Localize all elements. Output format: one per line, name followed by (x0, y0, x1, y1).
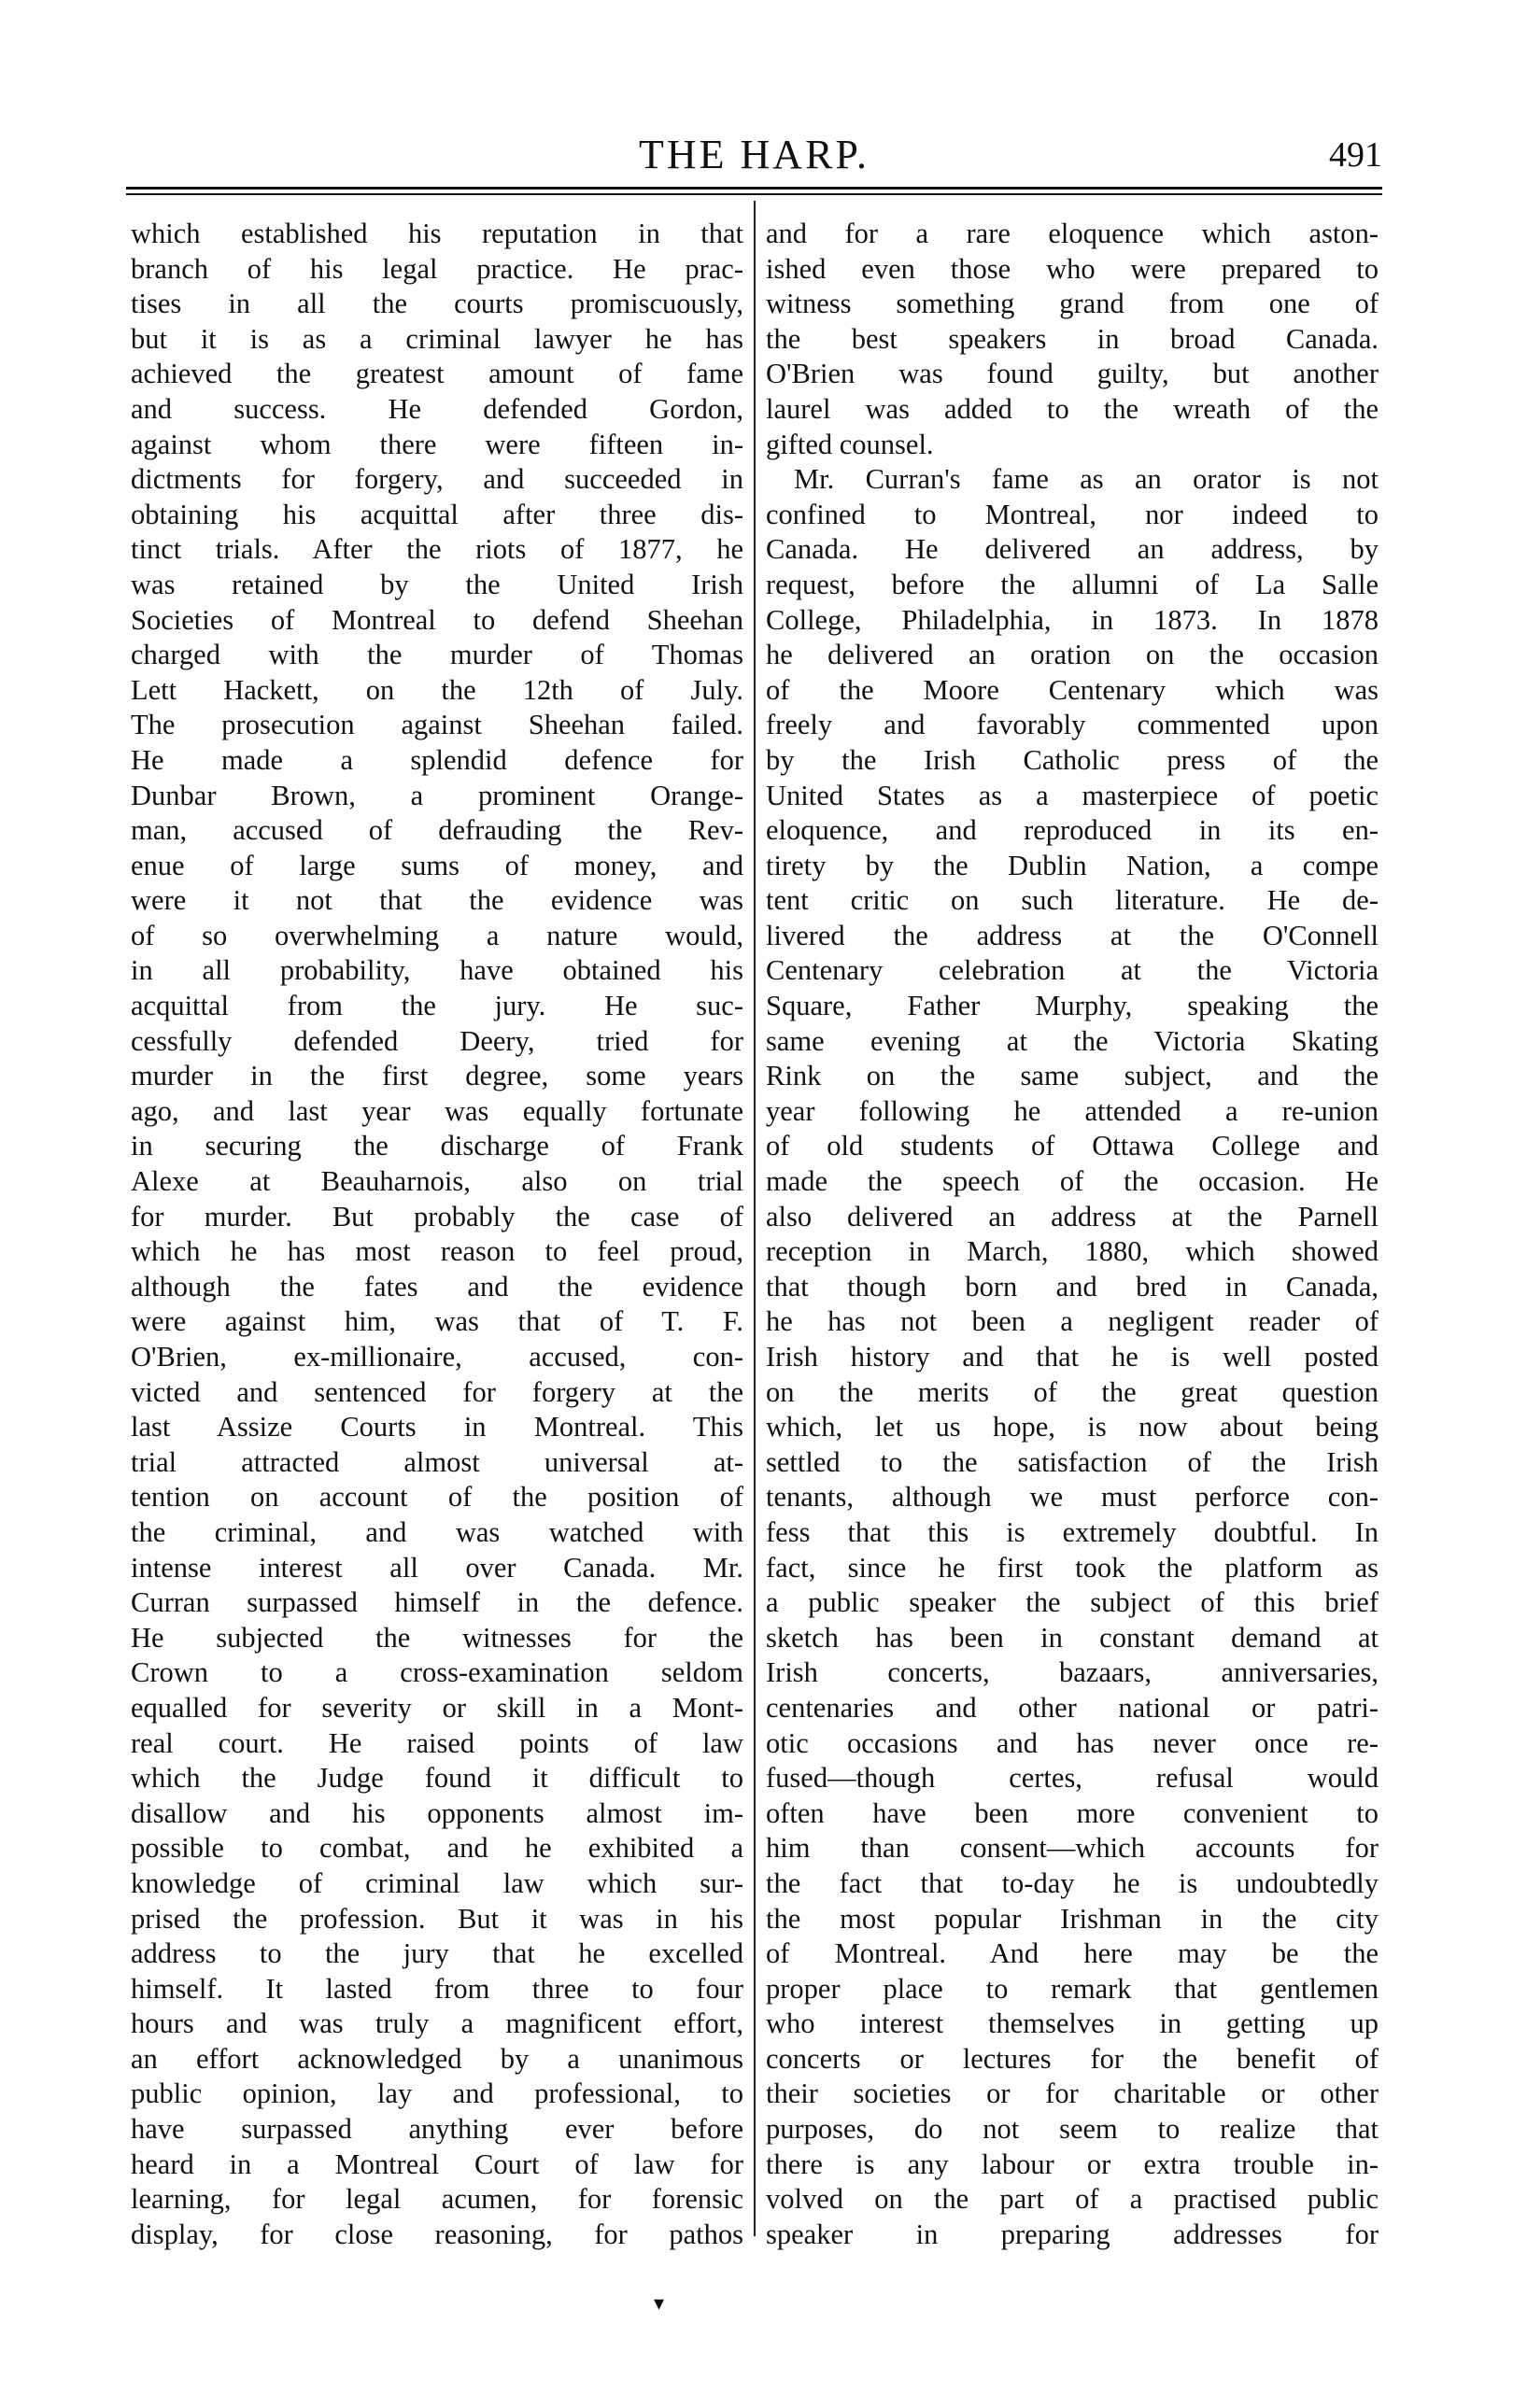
left-text-column (131, 217, 743, 2252)
text-line: address to the jury that he excelled (131, 1937, 743, 1970)
text-line: murder in the first degree, some years (131, 1060, 743, 1092)
text-line: prised the profession. But it was in his (131, 1902, 743, 1935)
text-line: speaker in preparing addresses for (766, 2218, 1379, 2250)
text-line: by the Irish Catholic press of the (766, 743, 1379, 776)
text-line: tises in all the courts promiscuously, (131, 288, 743, 320)
text-line: but it is as a criminal lawyer he has (131, 322, 743, 355)
text-line: their societies or for charitable or other (766, 2077, 1379, 2110)
text-line: trial attracted almost universal at- (131, 1445, 743, 1478)
text-line: same evening at the Victoria Skating (766, 1024, 1379, 1057)
text-line: the fact that to-day he is undoubtedly (766, 1866, 1379, 1899)
text-line: settled to the satisfaction of the Irish (766, 1445, 1379, 1478)
text-line: himself. It lasted from three to four (131, 1972, 743, 2005)
text-line: real court. He raised points of law (131, 1726, 743, 1759)
print-mark: ▾ (654, 2292, 665, 2316)
text-line: Centenary celebration at the Victoria (766, 954, 1379, 987)
text-line: enue of large sums of money, and (131, 849, 743, 881)
text-line: made the speech of the occasion. He (766, 1165, 1379, 1198)
text-line: Curran surpassed himself in the defence. (131, 1586, 743, 1619)
text-line: the most popular Irishman in the city (766, 1902, 1379, 1935)
text-line: victed and sentenced for forgery at the (131, 1375, 743, 1408)
text-line: eloquence, and reproduced in its en- (766, 814, 1379, 847)
text-line: otic occasions and has never once re- (766, 1726, 1379, 1759)
text-line: tirety by the Dublin Nation, a compe (766, 849, 1379, 881)
text-line: branch of his legal practice. He prac- (131, 252, 743, 285)
text-line: in securing the discharge of Frank (131, 1130, 743, 1162)
text-line: of Montreal. And here may be the (766, 1937, 1379, 1970)
text-line: against whom there were fifteen in- (131, 428, 743, 460)
text-line: confined to Montreal, nor indeed to (766, 498, 1379, 530)
text-line: for murder. But probably the case of (131, 1200, 743, 1232)
text-line: United States as a masterpiece of poetic (766, 779, 1379, 811)
text-line: intense interest all over Canada. Mr. (131, 1551, 743, 1584)
header-rule-thick (126, 187, 1382, 190)
text-line: which established his reputation in that (131, 218, 743, 249)
text-line: him than consent—which accounts for (766, 1832, 1379, 1865)
text-line: proper place to remark that gentlemen (766, 1972, 1379, 2005)
text-line: and success. He defended Gordon, (131, 392, 743, 425)
text-line: of old students of Ottawa College and (766, 1130, 1379, 1162)
text-line: witness something grand from one of (766, 288, 1379, 320)
text-line: Lett Hackett, on the 12th of July. (131, 673, 743, 706)
text-line: achieved the greatest amount of fame (131, 358, 743, 390)
text-line: Societies of Montreal to defend Sheehan (131, 603, 743, 636)
text-line: that though born and bred in Canada, (766, 1270, 1379, 1303)
text-line: fact, since he first took the platform as (766, 1551, 1379, 1584)
text-line: livered the address at the O'Connell (766, 919, 1379, 951)
text-line: which, let us hope, is now about being (766, 1411, 1379, 1443)
right-text-column (766, 217, 1379, 2252)
text-line: an effort acknowledged by a unanimous (131, 2042, 743, 2075)
text-line: volved on the part of a practised public (766, 2183, 1379, 2216)
text-line: charged with the murder of Thomas (131, 639, 743, 671)
text-line: sketch has been in constant demand at (766, 1621, 1379, 1654)
text-line: of so overwhelming a nature would, (131, 919, 743, 951)
text-line: there is any labour or extra trouble in- (766, 2147, 1379, 2180)
text-line: acquittal from the jury. He suc- (131, 990, 743, 1022)
text-line: cessfully defended Deery, tried for (131, 1024, 743, 1057)
text-line: centenaries and other national or patri- (766, 1691, 1379, 1724)
text-line: Rink on the same subject, and the (766, 1060, 1379, 1092)
text-line: Canada. He delivered an address, by (766, 533, 1379, 566)
text-line: Alexe at Beauharnois, also on trial (131, 1165, 743, 1198)
text-line: tenants, although we must perforce con- (766, 1481, 1379, 1514)
text-line: possible to combat, and he exhibited a (131, 1832, 743, 1865)
text-line: Irish concerts, bazaars, anniversaries, (766, 1656, 1379, 1689)
text-line: The prosecution against Sheehan failed. (131, 709, 743, 741)
text-line: gifted counsel. (766, 428, 934, 460)
page-number: 491 (1329, 135, 1382, 175)
text-line: the criminal, and was watched with (131, 1515, 743, 1548)
text-line: fess that this is extremely doubtful. In (766, 1515, 1379, 1548)
text-line: which the Judge found it difficult to (131, 1762, 743, 1795)
text-line: request, before the allumni of La Salle (766, 568, 1379, 600)
text-line: knowledge of criminal law which sur- (131, 1866, 743, 1899)
text-line: Mr. Curran's fame as an orator is not (794, 463, 1379, 496)
text-line: were against him, was that of T. F. (131, 1305, 743, 1338)
text-line: ago, and last year was equally fortunate (131, 1094, 743, 1127)
text-line: laurel was added to the wreath of the (766, 392, 1379, 425)
text-line: dictments for forgery, and succeeded in (131, 463, 743, 496)
text-line: obtaining his acquittal after three dis- (131, 498, 743, 530)
text-line: public opinion, lay and professional, to (131, 2077, 743, 2110)
text-line: although the fates and the evidence (131, 1270, 743, 1303)
column-divider (754, 201, 756, 2236)
text-line: year following he attended a re-union (766, 1094, 1379, 1127)
page-header (126, 127, 1382, 183)
text-line: equalled for severity or skill in a Mont- (131, 1691, 743, 1724)
text-line: was retained by the United Irish (131, 568, 743, 600)
text-line: man, accused of defrauding the Rev- (131, 814, 743, 847)
text-line: concerts or lectures for the benefit of (766, 2042, 1379, 2075)
text-line: and for a rare eloquence which aston- (766, 218, 1379, 249)
text-line: have surpassed anything ever before (131, 2113, 743, 2146)
text-line: reception in March, 1880, which showed (766, 1235, 1379, 1268)
text-line: on the merits of the great question (766, 1375, 1379, 1408)
text-line: Dunbar Brown, a prominent Orange- (131, 779, 743, 811)
text-line: last Assize Courts in Montreal. This (131, 1411, 743, 1443)
text-line: He subjected the witnesses for the (131, 1621, 743, 1654)
text-line: which he has most reason to feel proud, (131, 1235, 743, 1268)
text-line: a public speaker the subject of this brief (766, 1586, 1379, 1619)
text-line: also delivered an address at the Parnell (766, 1200, 1379, 1232)
text-line: freely and favorably commented upon (766, 709, 1379, 741)
text-line: Crown to a cross-examination seldom (131, 1656, 743, 1689)
text-line: heard in a Montreal Court of law for (131, 2147, 743, 2180)
text-line: fused—though certes, refusal would (766, 1762, 1379, 1795)
text-line: tinct trials. After the riots of 1877, he (131, 533, 743, 566)
text-line: who interest themselves in getting up (766, 2007, 1379, 2040)
text-line: Square, Father Murphy, speaking the (766, 990, 1379, 1022)
header-rule-thin (126, 193, 1382, 195)
text-line: of the Moore Centenary which was (766, 673, 1379, 706)
text-line: tention on account of the position of (131, 1481, 743, 1514)
text-line: College, Philadelphia, in 1873. In 1878 (766, 603, 1379, 636)
text-line: disallow and his opponents almost im- (131, 1796, 743, 1829)
text-line: in all probability, have obtained his (131, 954, 743, 987)
text-line: he has not been a negligent reader of (766, 1305, 1379, 1338)
text-line: he delivered an oration on the occasion (766, 639, 1379, 671)
text-line: display, for close reasoning, for pathos (131, 2218, 743, 2250)
text-line: hours and was truly a magnificent effort, (131, 2007, 743, 2040)
text-line: ished even those who were prepared to (766, 252, 1379, 285)
text-line: He made a splendid defence for (131, 743, 743, 776)
text-line: O'Brien was found guilty, but another (766, 358, 1379, 390)
running-title: THE HARP. (638, 132, 870, 177)
text-line: tent critic on such literature. He de- (766, 884, 1379, 917)
text-line: the best speakers in broad Canada. (766, 322, 1379, 355)
text-line: often have been more convenient to (766, 1796, 1379, 1829)
text-line: Irish history and that he is well posted (766, 1341, 1379, 1373)
text-line: purposes, do not seem to realize that (766, 2113, 1379, 2146)
text-line: O'Brien, ex-millionaire, accused, con- (131, 1341, 743, 1373)
text-line: were it not that the evidence was (131, 884, 743, 917)
text-line: learning, for legal acumen, for forensic (131, 2183, 743, 2216)
